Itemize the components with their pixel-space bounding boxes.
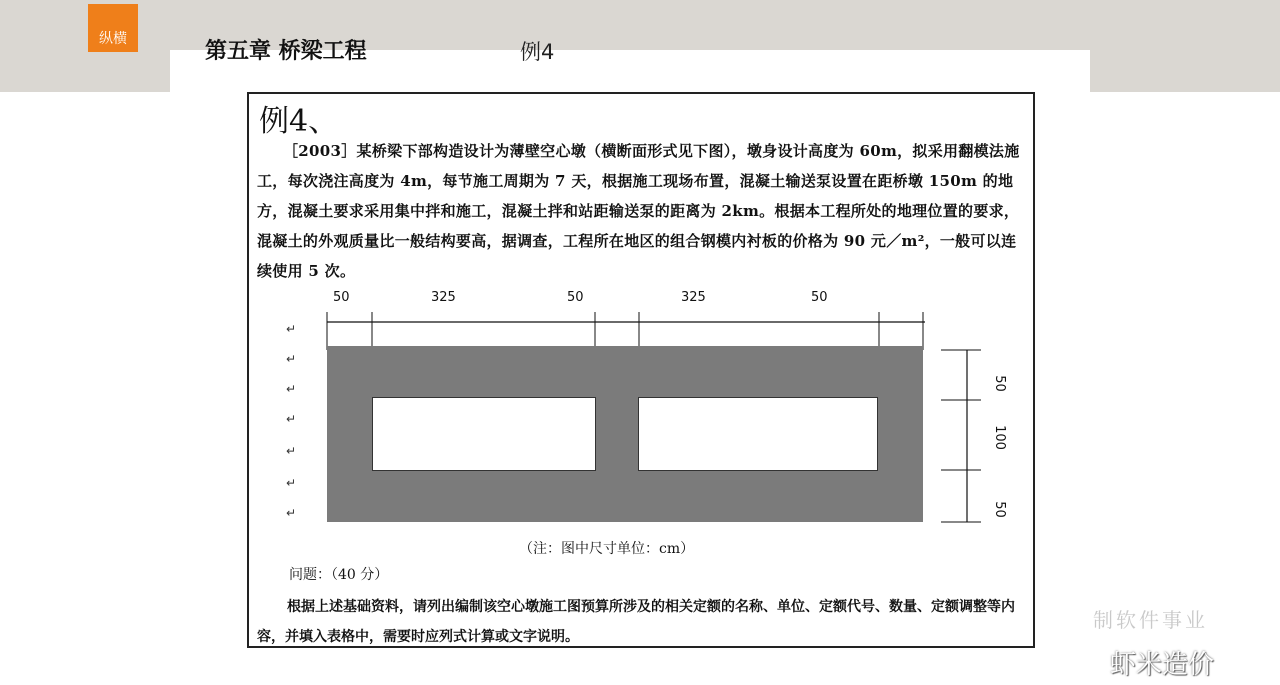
figure-note: （注：图中尺寸单位：cm） [519,541,695,557]
scanned-document [247,92,1035,648]
wechat-icon [1072,646,1106,674]
question-label: 问题：（40 分） [289,567,389,583]
return-mark: ↵ [286,352,297,366]
watermark-brand: 虾米造价 [1110,650,1215,680]
logo [88,4,138,52]
return-mark: ↵ [286,506,297,520]
hollow-cell-left [372,397,596,471]
dim-top-3: 50 [567,290,584,305]
question-text [257,592,1032,652]
question-body: 根据上述基础资料，请列出编制该空心墩施工图预算所涉及的相关定额的名称、单位、定额代号、数量、定额调整等内容，并填入表格中，需要时应列式计算或文字说明。 [257,599,1015,645]
example-heading: 例4、 [259,104,339,139]
dim-top-5: 50 [811,290,828,305]
top-dimension-lines [319,310,939,350]
return-mark: ↵ [286,412,297,426]
chapter-title: 第五章 桥梁工程 [205,38,367,64]
problem-text: ［2003］某桥梁下部构造设计为薄壁空心墩（横断面形式见下图），墩身设计高度为 60m，拟采用翻模法施工，每次浇注高度为 4m，每节施工周期为 7 天，根据施工现场布置，混凝土输送泵设置在距桥墩 150m 的地方，混凝土要求采用集中拌和施工，混凝土拌和站距输送泵的距离为 2km。根据本工程所处的地理位置的要求，混凝土的外观质量比一般结构要高，据调查，工程所在地区的组合钢模内衬板的价格为 90 元／m²，一般可以连续使用 5 次。 [257,142,1020,280]
return-mark: ↵ [286,382,297,396]
dim-top-4: 325 [681,290,706,305]
watermark-text: 制软件事业 [1093,608,1208,632]
dim-right-3: 50 [991,501,1007,518]
logo-text: 纵横 [99,31,127,47]
return-mark: ↵ [286,476,297,490]
dim-right-2: 100 [991,425,1007,450]
dim-top-2: 325 [431,290,456,305]
return-mark: ↵ [286,444,297,458]
hollow-cell-right [638,397,878,471]
problem-paragraph [257,136,1029,286]
pier-cross-section [327,346,923,522]
dim-right-1: 50 [991,375,1007,392]
return-mark: ↵ [286,322,297,336]
right-dimension-lines [937,346,987,526]
example-title: 例4 [520,40,555,64]
dim-top-1: 50 [333,290,350,305]
